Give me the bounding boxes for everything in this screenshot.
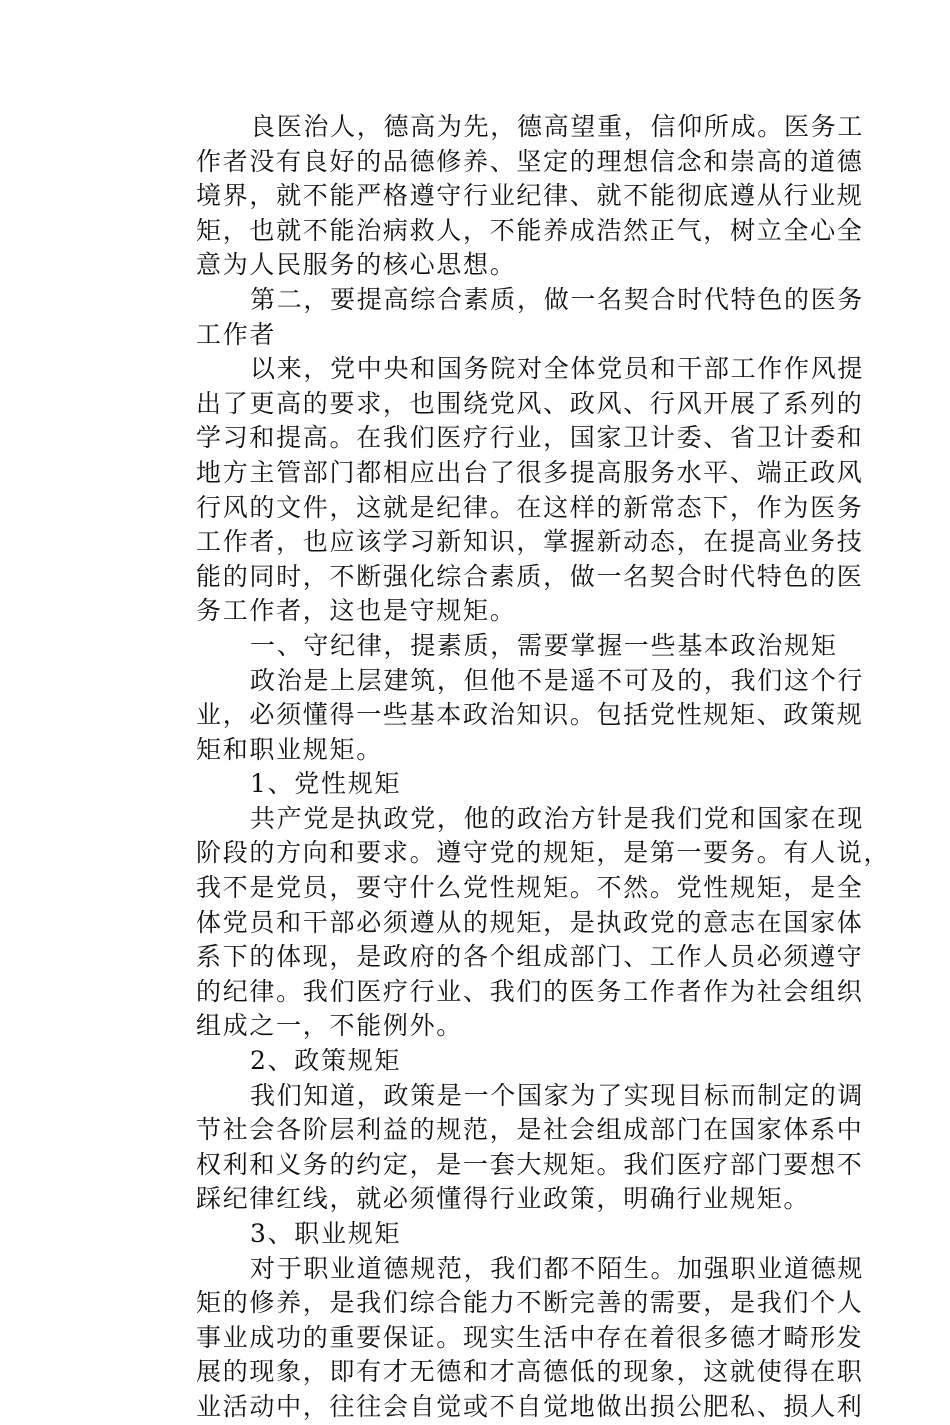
text-line: 权利和义务的约定，是一套大规矩。我们医疗部门要想不 [196, 1149, 864, 1179]
text-line: 我们知道，政策是一个国家为了实现目标而制定的调 [250, 1080, 865, 1110]
text-line: 境界，就不能严格遵守行业纪律、就不能彻底遵从行业规 [196, 181, 864, 211]
paragraph-virtue-first [146, 110, 865, 283]
text-line: 工作者，也应该学习新知识，掌握新动态，在提高业务技 [196, 527, 864, 557]
section-heading-one [146, 629, 838, 664]
document-body [146, 110, 891, 1425]
text-line: 矩的修养，是我们综合能力不断完善的需要，是我们个人 [196, 1288, 864, 1318]
text-line: 第二，要提高综合素质，做一名契合时代特色的医务 [250, 284, 865, 314]
text-line: 踩纪律红线，就必须懂得行业政策，明确行业规矩。 [196, 1184, 811, 1214]
subheading-professional-rules [146, 1217, 786, 1252]
text-line: 节社会各阶层利益的规范，是社会组成部门在国家体系中 [196, 1115, 864, 1145]
paragraph-policy-rules [146, 1079, 865, 1217]
text-line: 务工作者，这也是守规矩。 [196, 596, 517, 626]
text-line: 行风的文件，这就是纪律。在这样的新常态下，作为医务 [196, 492, 864, 522]
text-line: 矩和职业规矩。 [196, 734, 383, 764]
text-line: 的纪律。我们医疗行业、我们的医务工作者作为社会组织 [196, 976, 864, 1006]
text-line: 政治是上层建筑，但他不是遥不可及的，我们这个行 [250, 665, 865, 695]
text-line: 3、职业规矩 [250, 1219, 402, 1248]
text-line: 地方主管部门都相应出台了很多提高服务水平、端正政风 [196, 457, 864, 487]
text-line: 业，必须懂得一些基本政治知识。包括党性规矩、政策规 [196, 700, 864, 730]
subheading-party-rules [146, 767, 786, 802]
text-line: 对于职业道德规范，我们都不陌生。加强职业道德规 [250, 1253, 865, 1283]
text-line: 系下的体现，是政府的各个组成部门、工作人员必须遵守 [196, 942, 864, 972]
text-line: 一、守纪律，提素质，需要掌握一些基本政治规矩 [250, 630, 838, 660]
text-line: 能的同时，不断强化综合素质，做一名契合时代特色的医 [196, 561, 864, 591]
text-line: 组成之一，不能例外。 [196, 1011, 464, 1041]
text-line: 共产党是执政党，他的政治方针是我们党和国家在现 [250, 803, 865, 833]
paragraph-professional-rules [146, 1252, 865, 1425]
text-line: 我不是党员，要守什么党性规矩。不然。党性规矩，是全 [196, 873, 864, 903]
text-line: 学习和提高。在我们医疗行业，国家卫计委、省卫计委和 [196, 423, 864, 453]
text-line: 2、政策规矩 [250, 1046, 402, 1076]
paragraph-since-requirements [146, 352, 865, 629]
text-line: 矩，也就不能治病救人，不能养成浩然正气，树立全心全 [196, 215, 864, 245]
text-line: 良医治人，德高为先，德高望重，信仰所成。医务工 [250, 112, 865, 141]
text-line: 意为人民服务的核心思想。 [196, 250, 517, 280]
text-line: 体党员和干部必须遵从的规矩，是执政党的意志在国家体 [196, 907, 864, 937]
text-line: 展的现象，即有才无德和才高德低的现象，这就使得在职 [196, 1357, 864, 1387]
text-line: 以来，党中央和国务院对全体党员和干部工作作风提 [250, 354, 865, 384]
text-line: 阶段的方向和要求。遵守党的规矩，是第一要务。有人说， [196, 838, 891, 868]
text-line: 出了更高的要求，也围绕党风、政风、行风开展了系列的 [196, 388, 864, 418]
section-heading-second [146, 283, 865, 352]
text-line: 1、党性规矩 [250, 769, 402, 799]
text-line: 作者没有良好的品德修养、坚定的理想信念和崇高的道德 [196, 146, 864, 176]
text-line: 事业成功的重要保证。现实生活中存在着很多德才畸形发 [196, 1322, 864, 1352]
text-line: 业活动中，往往会自觉或不自觉地做出损公肥私、损人利 [196, 1391, 864, 1421]
subheading-policy-rules [146, 1044, 786, 1079]
text-line: 工作者 [196, 319, 277, 349]
paragraph-politics-superstructure [146, 664, 865, 768]
paragraph-party-rules [146, 802, 891, 1044]
